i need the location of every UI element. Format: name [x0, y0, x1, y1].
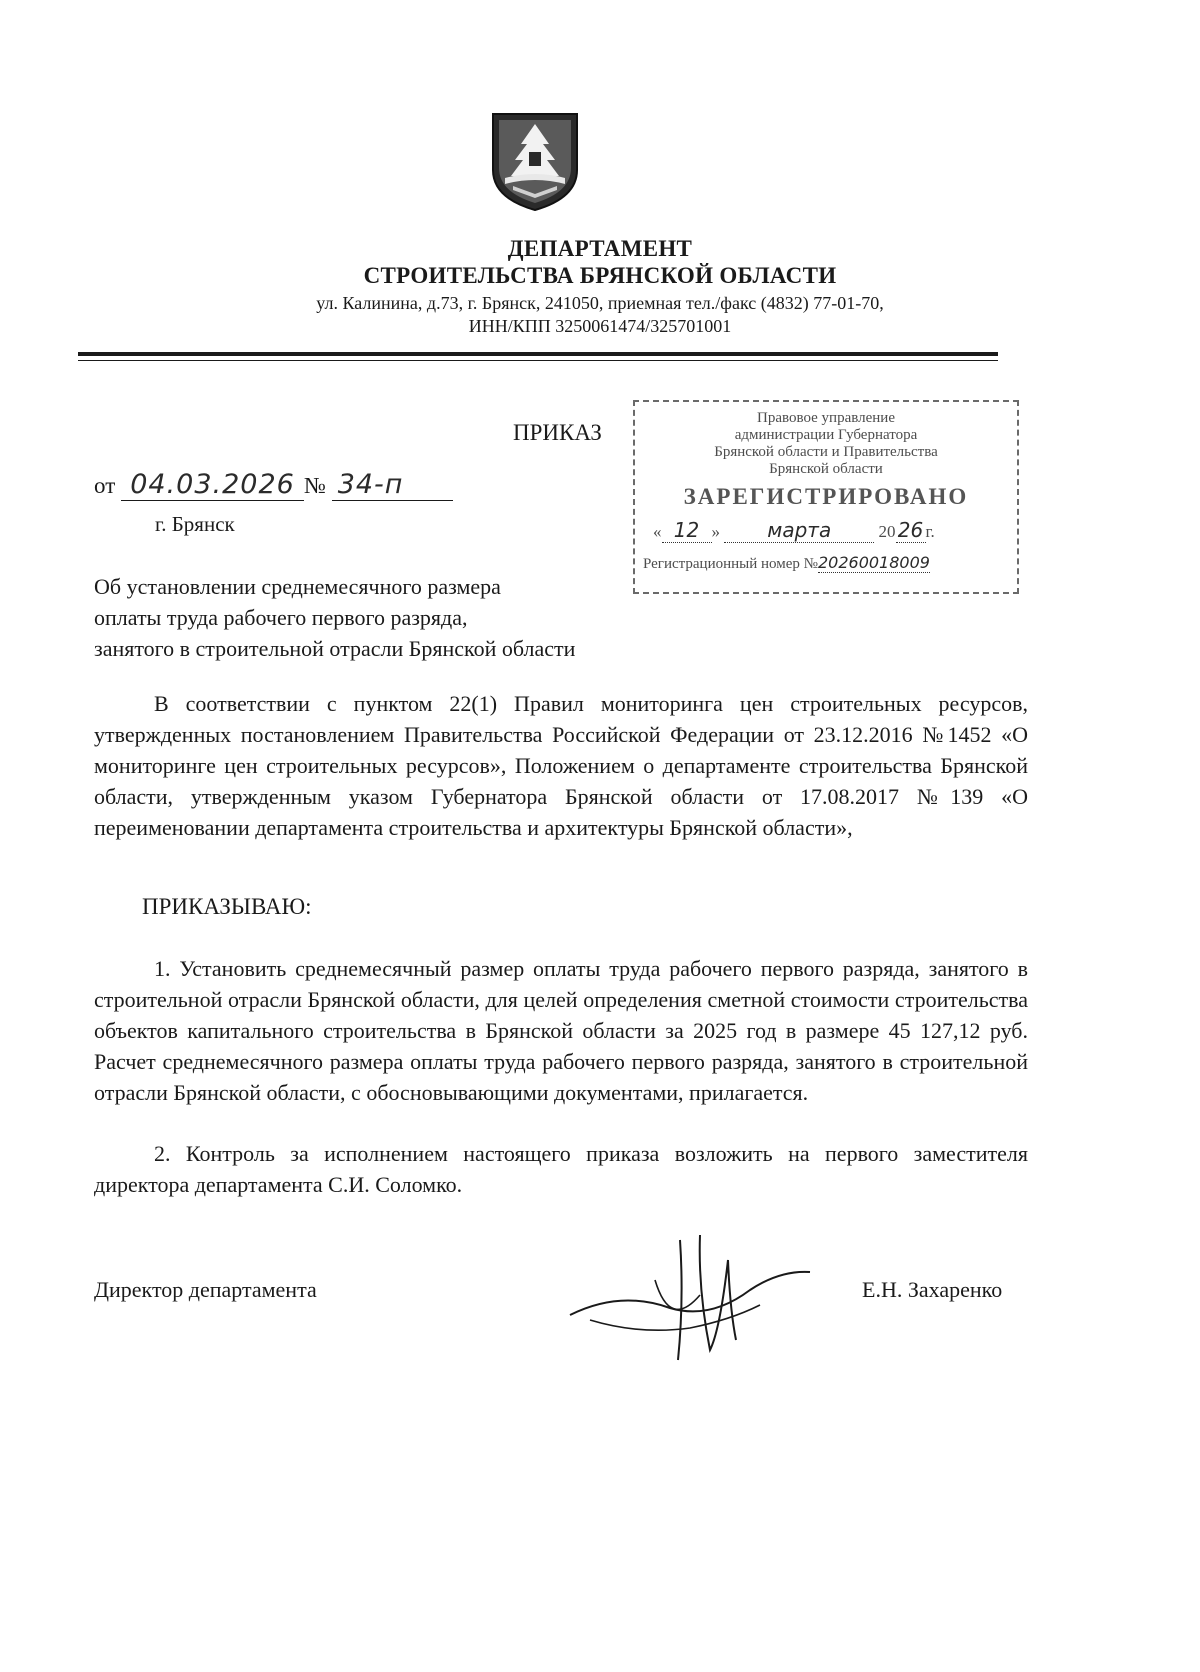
handwritten-order-number: 34-п [332, 470, 453, 501]
stamp-date: « 12 » марта 20 26 г. [653, 518, 935, 542]
stamp-year-suffix: г. [925, 522, 935, 541]
order-item-2: 2. Контроль за исполнением настоящего приказа возложить на первого заместителя директора департамента С.И. Соломко. [94, 1141, 1028, 1197]
department-inn: ИНН/КПП 3250061474/325701001 [468, 316, 732, 336]
number-label: № [304, 473, 326, 498]
stamp-year: 26 [896, 518, 926, 543]
order-date-number-line [94, 470, 453, 501]
from-label: от [94, 473, 116, 498]
stamp-registered: ЗАРЕГИСТРИРОВАНО [683, 484, 969, 509]
header-divider-thin [78, 360, 998, 361]
stamp-org-line4: Брянской области [769, 461, 883, 477]
order-city: г. Брянск [155, 512, 235, 536]
stamp-org-line3: Брянской области и Правительства [714, 444, 938, 460]
stamp-org-line2: администрации Губернатора [734, 427, 918, 443]
registration-stamp [633, 400, 1019, 594]
signatory-position: Директор департамента [94, 1277, 317, 1302]
department-title-line2: СТРОИТЕЛЬСТВА БРЯНСКОЙ ОБЛАСТИ [363, 263, 837, 288]
stamp-registration-number [635, 553, 1017, 573]
subject-line2: оплаты труда рабочего первого разряда, [94, 605, 468, 630]
stamp-year-prefix: 20 [878, 522, 896, 541]
subject-line1: Об установлении среднемесячного размера [94, 574, 501, 599]
order-item-1: 1. Установить среднемесячный размер оплаты труда рабочего первого разряда, занятого в строительной отрасли Брянской области, для целей определения сметной стоимости строительства объектов капитального строительства в Брянской области за 2025 год в размере 45 127,12 руб. Расчет среднемесячного размера оплаты труда рабочего первого разряда, занятого в строительной отрасли Брянской области, с обосновывающими документами, прилагается. [94, 956, 1028, 1105]
department-address: ул. Калинина, д.73, г. Брянск, 241050, приемная тел./факс (4832) 77-01-70, [316, 293, 884, 313]
department-title-line1: ДЕПАРТАМЕНТ [507, 236, 693, 261]
bryansk-coat-of-arms-icon [485, 112, 585, 212]
handwritten-signature [560, 1220, 820, 1370]
header-divider-thick [78, 352, 998, 356]
order-subject [94, 571, 575, 664]
order-directive: ПРИКАЗЫВАЮ: [142, 894, 312, 919]
stamp-day: 12 [662, 518, 712, 543]
stamp-org-line1: Правовое управление [757, 410, 895, 426]
order-title: ПРИКАЗ [513, 420, 602, 445]
preamble-paragraph: В соответствии с пунктом 22(1) Правил мониторинга цен строительных ресурсов, утвержденных постановлением Правительства Российской Федерации от 23.12.2016 №1452 «О мониторинге цен строительных ресурсов», Положением о департаменте строительства Брянской области, утвержденным указом Губернатора Брянской области от 17.08.2017 №139 «О переименовании департамента строительства и архитектуры Брянской области», [94, 691, 1028, 840]
signatory-name: Е.Н. Захаренко [862, 1277, 1003, 1302]
handwritten-date: 04.03.2026 [121, 470, 304, 501]
stamp-month: марта [724, 518, 874, 543]
subject-line3: занятого в строительной отрасли Брянской области [94, 636, 576, 661]
stamp-reg-number: 20260018009 [817, 553, 930, 572]
stamp-reg-label: Регистрационный номер № [643, 556, 818, 572]
